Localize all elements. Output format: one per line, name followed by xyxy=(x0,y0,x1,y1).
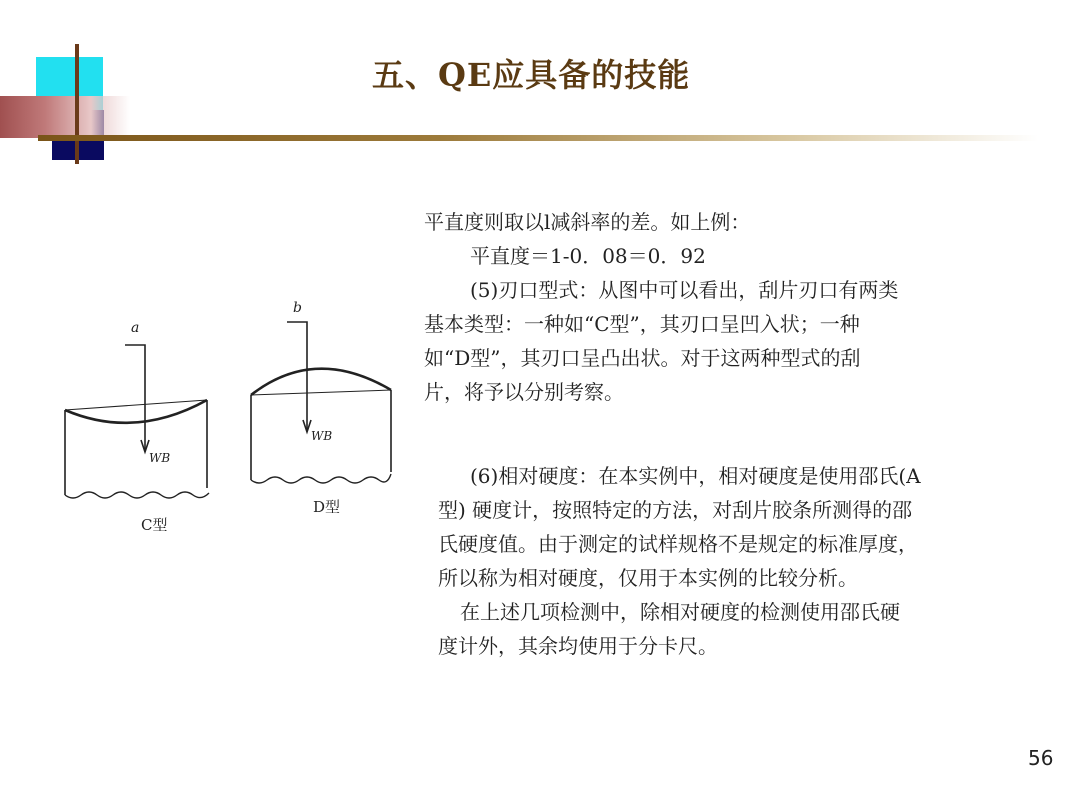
c-type-label-top: a xyxy=(131,320,140,336)
para2-line-5: 在上述几项检测中，除相对硬度的检测使用邵氏硬 xyxy=(460,600,900,624)
d-type-label-top: b xyxy=(293,300,302,316)
para1-line-3: (5)刃口型式：从图中可以看出，刮片刃口有两类 xyxy=(470,278,899,302)
c-type-pointer-line xyxy=(125,345,145,450)
para2-line-4: 所以称为相对硬度，仅用于本实例的比较分析。 xyxy=(438,566,858,590)
c-type-outline xyxy=(65,400,207,495)
page-number: 56 xyxy=(1028,746,1054,770)
d-type-caption: D型 xyxy=(313,498,341,516)
c-type-concave-edge xyxy=(65,400,207,423)
c-type-bottom-edge xyxy=(65,492,209,498)
blade-edge-figure xyxy=(55,290,400,555)
para2-line-6: 度计外，其余均使用于分卡尺。 xyxy=(438,634,718,658)
para1-line-2: 平直度＝1-0．08＝0．92 xyxy=(470,244,706,268)
para1-line-6: 片，将予以分别考察。 xyxy=(424,380,624,404)
para1-line-1: 平直度则取以l减斜率的差。如上例： xyxy=(424,210,751,234)
corner-fade-bar xyxy=(0,96,130,138)
d-type-pointer-line xyxy=(287,322,307,430)
para1-line-4: 基本类型：一种如“C型”，其刃口呈凹入状；一种 xyxy=(424,312,860,336)
d-type-bottom-edge xyxy=(251,474,391,483)
c-type-label-mid: WB xyxy=(149,451,171,465)
para1-line-5: 如“D型”，其刃口呈凸出状。对于这两种型式的刮 xyxy=(424,346,861,370)
c-type-caption: C型 xyxy=(141,516,168,534)
d-type-diagram xyxy=(251,322,391,483)
c-type-diagram xyxy=(65,345,209,498)
para2-line-2: 型) 硬度计，按照特定的方法，对刮片胶条所测得的邵 xyxy=(438,498,913,522)
c-type-flat-line xyxy=(65,400,207,410)
d-type-label-mid: WB xyxy=(311,429,333,443)
title-underline xyxy=(38,135,1038,141)
corner-vertical-line xyxy=(75,44,79,164)
para2-line-3: 氏硬度值。由于测定的试样规格不是规定的标准厚度， xyxy=(438,532,918,556)
para2-line-1: (6)相对硬度：在本实例中，相对硬度是使用邵氏(A xyxy=(470,464,921,488)
d-type-flat-line xyxy=(251,390,391,395)
slide-title: 五、QE应具备的技能 xyxy=(372,56,691,94)
